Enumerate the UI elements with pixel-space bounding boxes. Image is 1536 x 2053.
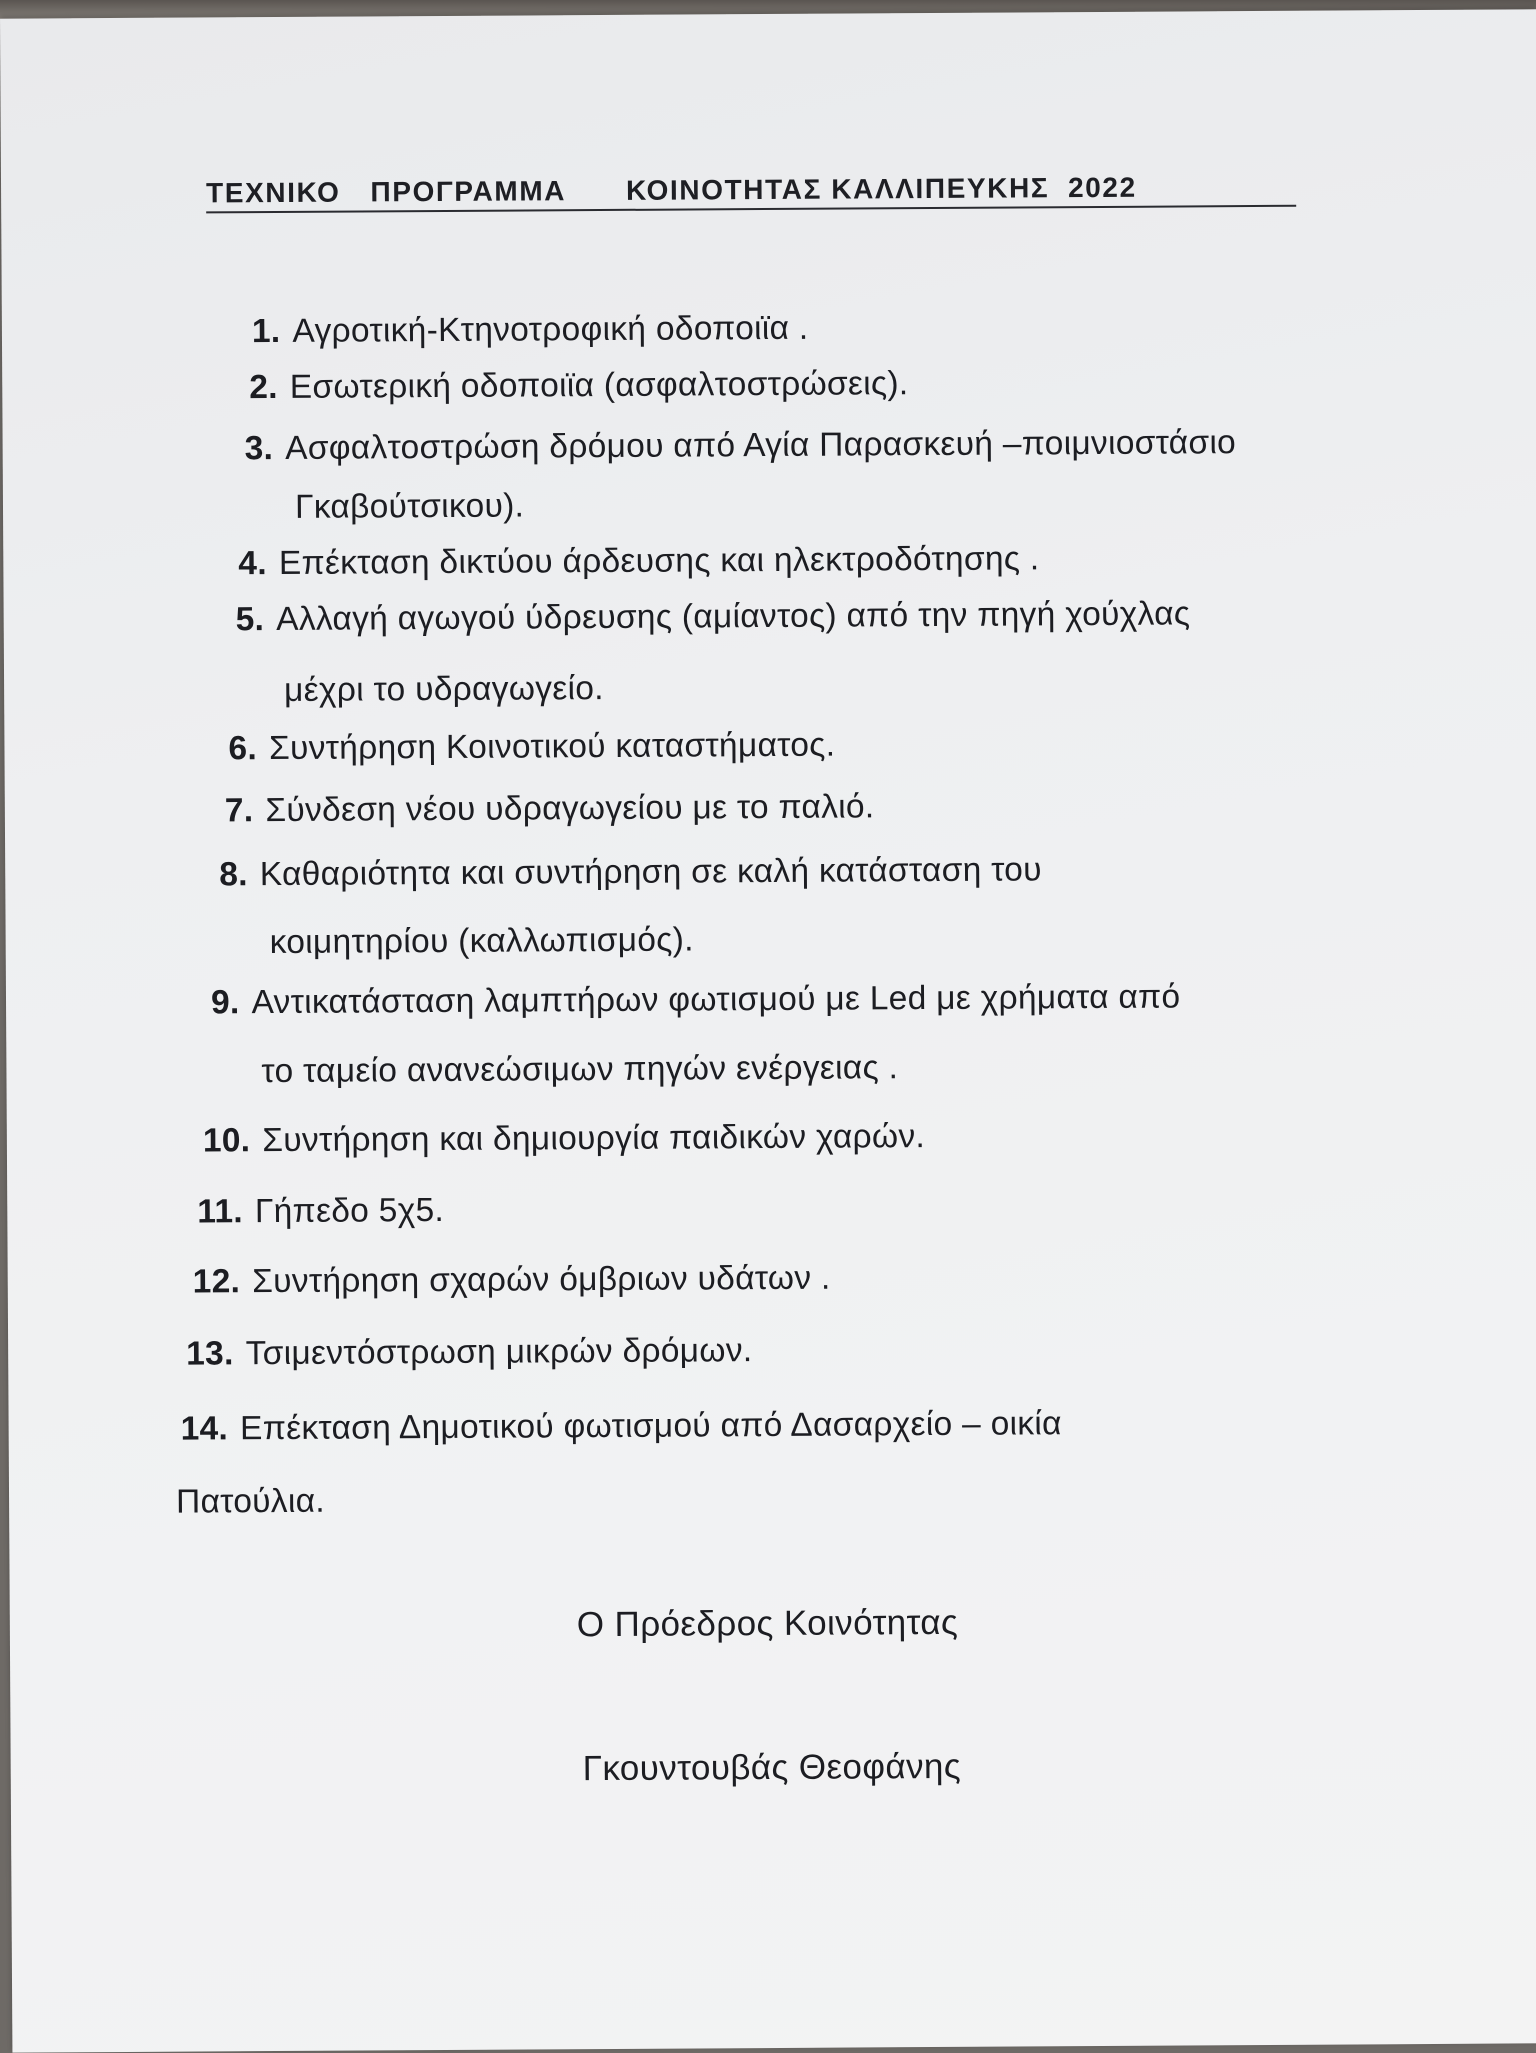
- item-number: 14.: [180, 1410, 229, 1448]
- title-part-2: ΠΡΟΓΡΑΜΜΑ: [370, 175, 567, 208]
- item-number: 2.: [249, 369, 278, 407]
- paper-sheet: [0, 9, 1536, 2052]
- item-number: 10.: [202, 1122, 251, 1160]
- item-number: 5.: [235, 601, 265, 639]
- list-item: [203, 1118, 925, 1160]
- list-item: [197, 1192, 444, 1232]
- item-text: Ασφαλτοστρώση δρόμου από Αγία Παρασκευή –ποιμνιοστάσιο: [285, 424, 1237, 467]
- item-number: 6.: [228, 730, 258, 768]
- item-continuation: το ταμείο ανανεώσιμων πηγών ενέργειας .: [261, 1049, 899, 1091]
- item-text: Τσιμεντόστρωση μικρών δρόμων.: [245, 1332, 753, 1373]
- item-text: Γήπεδο 5χ5.: [254, 1192, 445, 1231]
- list-item: [211, 978, 1181, 1022]
- list-item: [228, 727, 835, 769]
- item-continuation: Πατούλια.: [175, 1482, 326, 1521]
- item-text: Συντήρηση Κοινοτικού καταστήματος.: [268, 726, 836, 768]
- item-text: Σύνδεση νέου υδραγωγείου με το παλιό.: [265, 788, 875, 830]
- item-number: 4.: [238, 545, 268, 583]
- signature-role: Ο Πρόεδρος Κοινότητας: [576, 1602, 959, 1645]
- list-item: [245, 424, 1237, 468]
- list-item: [225, 788, 875, 830]
- signature-name: Γκουντουβάς Θεοφάνης: [582, 1746, 962, 1789]
- item-continuation: μέχρι το υδραγωγείο.: [284, 670, 604, 709]
- item-number: 1.: [251, 312, 281, 351]
- item-continuation: κοιμητηρίου (καλλωπισμός).: [269, 921, 694, 962]
- item-number: 3.: [244, 430, 274, 468]
- item-text: Επέκταση Δημοτικού φωτισμού από Δασαρχείο – οικία: [240, 1405, 1062, 1448]
- title-part-3: ΚΟΙΝΟΤΗΤΑΣ ΚΑΛΛΙΠΕΥΚΗΣ 2022: [625, 171, 1137, 206]
- list-item: [249, 365, 908, 407]
- item-text: Συντήρηση σχαρών όμβριων υδάτων .: [252, 1259, 831, 1301]
- item-text: Επέκταση δικτύου άρδευσης και ηλεκτροδότησης .: [278, 540, 1040, 582]
- item-number: 12.: [192, 1263, 241, 1301]
- list-item: [186, 1332, 753, 1373]
- item-text: Αντικατάσταση λαμπτήρων φωτισμού με Led με χρήματα από: [251, 978, 1181, 1022]
- item-text: Αλλαγή αγωγού ύδρευσης (αμίαντος) από την πηγή χούχλας: [276, 595, 1191, 639]
- item-text: Καθαριότητα και συντήρηση σε καλή κατάσταση του: [259, 851, 1042, 894]
- list-item: [219, 851, 1042, 894]
- item-number: 11.: [197, 1193, 244, 1231]
- item-number: 13.: [186, 1335, 234, 1373]
- item-number: 9.: [210, 984, 240, 1022]
- item-continuation: Γκαβούτσικου).: [294, 487, 525, 526]
- list-item: [181, 1405, 1062, 1448]
- title-part-1: ΤΕΧΝΙΚΟ: [205, 176, 341, 209]
- list-item: [238, 540, 1039, 583]
- list-item: [236, 595, 1191, 639]
- document-title: [206, 171, 1296, 214]
- item-number: 7.: [224, 792, 254, 830]
- item-text: Αγροτική-Κτηνοτροφική οδοποιϊα .: [292, 309, 809, 350]
- item-text: Εσωτερική οδοποιϊα (ασφαλτοστρώσεις).: [289, 365, 909, 406]
- item-text: Συντήρηση και δημιουργία παιδικών χαρών.: [262, 1118, 926, 1160]
- list-item: [193, 1260, 831, 1302]
- item-number: 8.: [219, 856, 248, 894]
- list-item: [252, 310, 809, 351]
